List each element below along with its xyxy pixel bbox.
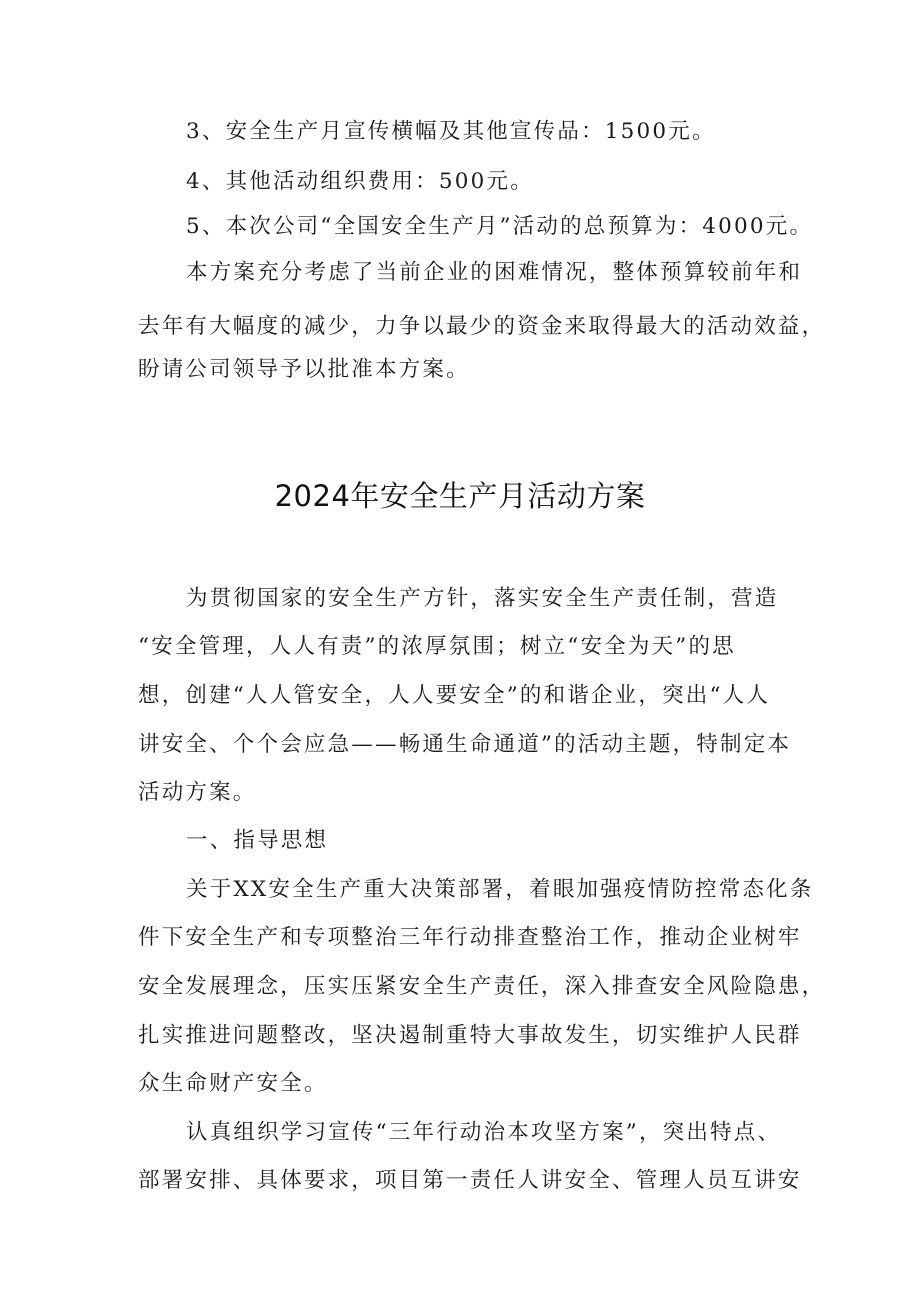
study-paragraph-line: 部署安排、具体要求，项目第一责任人讲安全、管理人员互讲安 bbox=[138, 1168, 802, 1193]
intro-paragraph-line: 活动方案。 bbox=[138, 780, 257, 805]
guiding-paragraph-line: 扎实推进问题整改，坚决遏制重特大事故发生，切实维护人民群 bbox=[138, 1023, 802, 1048]
document-title: 2024年安全生产月活动方案 bbox=[274, 479, 646, 513]
section-heading: 一、指导思想 bbox=[186, 828, 329, 853]
closing-paragraph-line: 本方案充分考虑了当前企业的困难情况，整体预算较前年和 bbox=[186, 260, 803, 285]
intro-paragraph-line: 讲安全、个个会应急——畅通生命通道”的活动主题，特制定本 bbox=[138, 732, 792, 757]
guiding-paragraph-line: 关于XX安全生产重大决策部署，着眼加强疫情防控常态化条 bbox=[186, 877, 814, 902]
study-paragraph-line: 认真组织学习宣传“三年行动治本攻坚方案”，突出特点、 bbox=[186, 1120, 782, 1145]
intro-paragraph-line: 为贯彻国家的安全生产方针，落实安全生产责任制，营造 bbox=[186, 586, 779, 611]
budget-item-3: 3、安全生产月宣传横幅及其他宣传品：1500元。 bbox=[186, 119, 716, 144]
closing-paragraph-line: 去年有大幅度的减少，力争以最少的资金来取得最大的活动效益， bbox=[138, 314, 826, 339]
budget-item-4: 4、其他活动组织费用：500元。 bbox=[186, 169, 534, 194]
intro-paragraph-line: “安全管理，人人有责”的浓厚氛围；树立“安全为天”的思 bbox=[138, 634, 736, 659]
closing-paragraph-line: 盼请公司领导予以批准本方案。 bbox=[138, 357, 470, 382]
budget-item-5: 5、本次公司“全国安全生产月”活动的总预算为：4000元。 bbox=[186, 214, 814, 239]
guiding-paragraph-line: 众生命财产安全。 bbox=[138, 1071, 328, 1096]
guiding-paragraph-line: 件下安全生产和专项整治三年行动排查整治工作，推动企业树牢 bbox=[138, 925, 802, 950]
guiding-paragraph-line: 安全发展理念，压实压紧安全生产责任，深入排查安全风险隐患， bbox=[138, 974, 826, 999]
intro-paragraph-line: 想，创建“人人管安全，人人要安全”的和谐企业，突出“人人 bbox=[138, 683, 771, 708]
